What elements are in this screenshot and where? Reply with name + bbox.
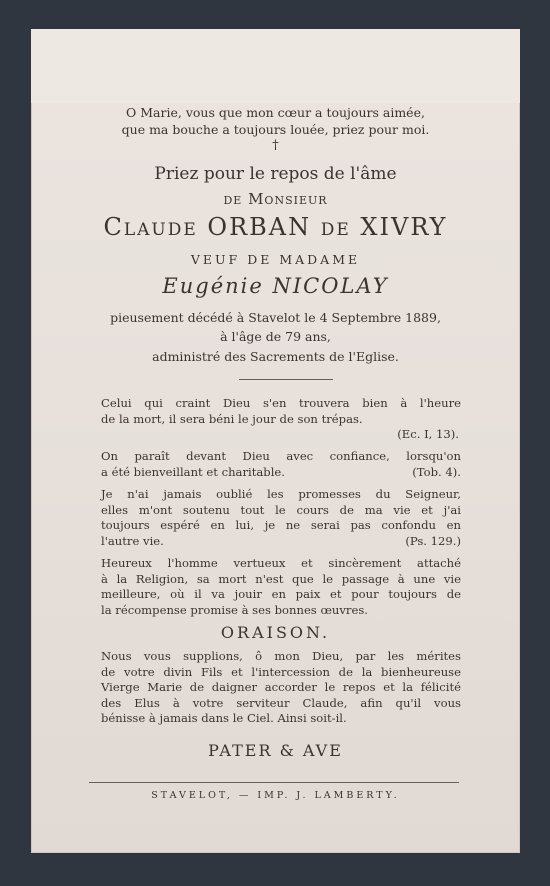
verse-last-row	[101, 465, 461, 481]
prayer-title: ORAISON.	[220, 623, 331, 642]
prayer-line: de votre divin Fils et l'intercession de la bienheureuse	[101, 664, 461, 679]
deceased-name	[31, 213, 520, 241]
verse-reference: (Ps. 129.)	[405, 533, 461, 548]
de-monsieur-line: de Monsieur	[223, 190, 328, 208]
memorial-card	[31, 29, 520, 853]
verse-last-row	[101, 534, 461, 550]
verse-line: elles m'ont soutenu tout le cours de ma vie et j'ai	[101, 502, 461, 517]
divider-short	[239, 379, 333, 380]
prayer-line: Vierge Marie de daigner accorder le repos et la félicité	[101, 680, 461, 695]
wife-name: Eugénie NICOLAY	[162, 274, 389, 298]
printer-line: STAVELOT, — IMP. J. LAMBERTY.	[151, 790, 400, 801]
verse-line: l'autre vie.	[101, 533, 164, 548]
verse-line: de la mort, il sera béni le jour de son trépas.	[101, 411, 363, 426]
verse-line: la récompense promise à ses bonnes œuvres.	[101, 602, 368, 617]
death-line: pieusement décédé à Stavelot le 4 Septembre 1889,	[110, 310, 441, 325]
invocation-line-2: que ma bouche a toujours louée, priez pour moi.	[121, 122, 430, 137]
verse-reference: (Ec. I, 13).	[397, 427, 459, 442]
prayer-text	[101, 649, 461, 727]
verse-2	[101, 449, 461, 480]
deceased-name-text: Claude ORBAN de XIVRY	[103, 213, 448, 241]
verse-line: à la Religion, sa mort n'est que le passage à une vie	[101, 571, 461, 586]
verse-3	[101, 487, 461, 549]
pray-for-line: Priez pour le repos de l'âme	[154, 164, 397, 184]
verse-line: On paraît devant Dieu avec confiance, lorsqu'on	[101, 449, 461, 463]
prayer-line: des Elus à votre serviteur Claude, afin qu'il vous	[101, 695, 461, 710]
invocation-line-1: O Marie, vous que mon cœur a toujours aimée,	[126, 105, 425, 120]
widower-line: VEUF DE MADAME	[190, 252, 361, 267]
cross-icon: †	[272, 138, 279, 153]
verse-line: Heureux l'homme vertueux et sincèrement attaché	[101, 556, 461, 570]
divider-long	[89, 782, 459, 783]
closing-line: PATER & AVE	[208, 741, 343, 760]
card-top-band	[31, 29, 520, 103]
verse-1	[101, 396, 461, 443]
prayer-line: bénisse à jamais dans le Ciel. Ainsi soit-il.	[101, 711, 347, 726]
verse-line: a été bienveillant et charitable.	[101, 464, 285, 479]
sacraments-line: administré des Sacrements de l'Eglise.	[152, 349, 399, 364]
verse-4	[101, 556, 461, 618]
prayer-line: Nous vous supplions, ô mon Dieu, par les mérites	[101, 649, 461, 663]
verse-line: toujours espéré en lui, je ne serai pas confondu en	[101, 518, 461, 533]
verse-reference: (Tob. 4).	[412, 464, 461, 479]
verse-line: meilleure, où il va jouir en paix et pour toujours de	[101, 587, 461, 602]
verse-line: Je n'ai jamais oublié les promesses du Seigneur,	[101, 487, 461, 501]
verse-line: Celui qui craint Dieu s'en trouvera bien à l'heure	[101, 396, 461, 410]
age-line: à l'âge de 79 ans,	[220, 329, 331, 344]
